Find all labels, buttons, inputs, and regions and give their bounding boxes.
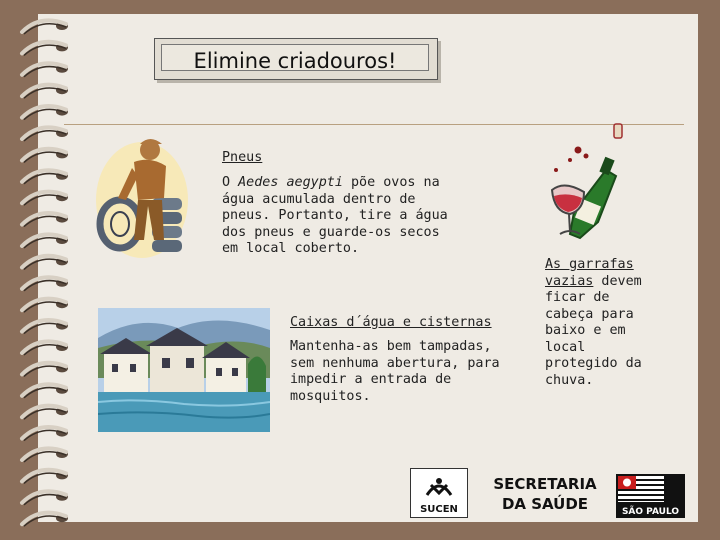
tanks-heading: Caixas d´água e cisternas (290, 315, 492, 330)
bottles-heading: As garrafas vazias (545, 257, 634, 289)
sao-paulo-label: SÃO PAULO (621, 507, 680, 517)
spiral-binding (0, 0, 80, 540)
secretaria-line-1: SECRETARIA (493, 475, 597, 493)
sucen-emblem-icon (423, 473, 455, 501)
species-name: Aedes aegypti (238, 175, 343, 190)
sucen-logo (410, 468, 468, 518)
page-title: Elimine criadouros! (161, 44, 429, 71)
bottles-text: As garrafas vazias devem ficar de cabeça para baixo e em local protegido da chuva. (545, 257, 642, 388)
wine-bottle-illustration (540, 118, 640, 248)
sao-paulo-flag-icon (618, 476, 664, 502)
title-box (154, 38, 438, 80)
tires-heading: Pneus (222, 150, 263, 165)
sao-paulo-logo (616, 474, 685, 518)
secretaria-line-2: DA SAÚDE (501, 495, 589, 513)
tanks-body: Mantenha-as bem tampadas, sem nenhuma abertura, para impedir a entrada de mosquitos. (290, 339, 500, 404)
tires-body: O Aedes aegypti põe ovos na água acumulada dentro de pneus. Portanto, tire a água dos pneus e guarde-os secos em local coberto. (222, 175, 448, 256)
village-water-illustration (98, 308, 270, 432)
sucen-label: SUCEN (420, 504, 458, 515)
secretaria-saude-logo (476, 474, 614, 518)
tire-worker-illustration (92, 128, 192, 260)
